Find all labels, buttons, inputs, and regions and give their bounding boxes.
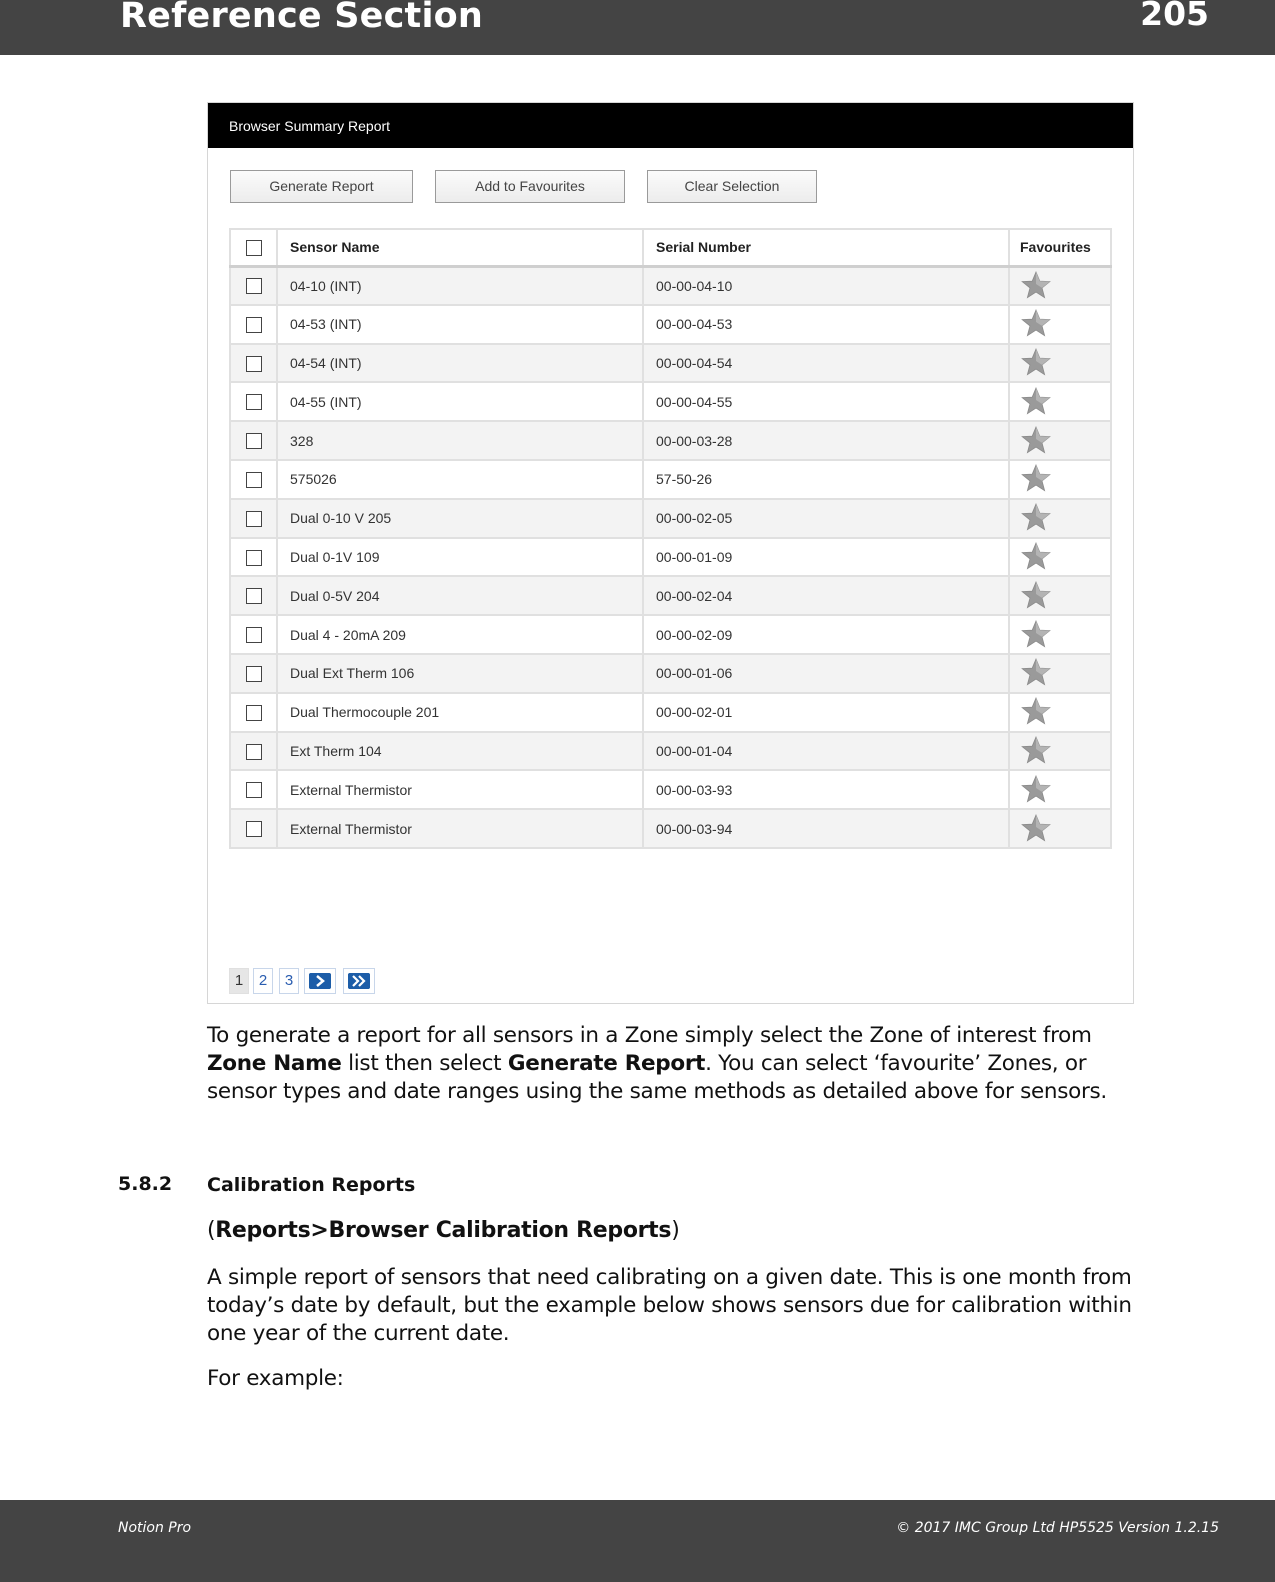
- sensor-name-cell: 04-10 (INT): [277, 266, 643, 305]
- sensor-name-cell: 04-54 (INT): [277, 344, 643, 383]
- table-row[interactable]: [230, 421, 1111, 460]
- serial-number-cell: 00-00-01-04: [643, 732, 1009, 771]
- table-row[interactable]: [230, 654, 1111, 693]
- row-checkbox[interactable]: [246, 666, 262, 682]
- generate-report-button[interactable]: Generate Report: [230, 170, 413, 203]
- paren-open: (: [207, 1218, 216, 1243]
- row-checkbox[interactable]: [246, 550, 262, 566]
- row-checkbox[interactable]: [246, 588, 262, 604]
- row-select-cell: [230, 382, 277, 421]
- sensor-name-cell: 575026: [277, 460, 643, 499]
- section-heading: Reference Section: [120, 0, 484, 36]
- favourite-cell: [1009, 615, 1111, 654]
- table-row[interactable]: [230, 266, 1111, 305]
- serial-number-cell: 00-00-02-04: [643, 576, 1009, 615]
- row-select-cell: [230, 460, 277, 499]
- page-3-link[interactable]: 3: [279, 968, 299, 994]
- serial-number-cell: 00-00-02-01: [643, 693, 1009, 732]
- star-icon[interactable]: [1020, 774, 1052, 804]
- star-icon[interactable]: [1020, 308, 1052, 338]
- row-select-cell: [230, 344, 277, 383]
- sensor-name-cell: 328: [277, 421, 643, 460]
- row-select-cell: [230, 538, 277, 577]
- footer-product: Notion Pro: [118, 1520, 192, 1536]
- last-page-icon: [348, 973, 370, 989]
- serial-number-cell: 00-00-04-53: [643, 305, 1009, 344]
- favourite-cell: [1009, 499, 1111, 538]
- zone-report-paragraph: [207, 1022, 1137, 1106]
- table-row[interactable]: [230, 382, 1111, 421]
- calibration-paragraph: A simple report of sensors that need calibrating on a given date. This is one month from today’s date by default, but the example below shows sensors due for calibration within one year of the current date.: [207, 1265, 1132, 1346]
- para-text: . You can select ‘favourite’ Zones, or sensor types and date ranges using the same methods as detailed above for sensors.: [207, 1051, 1107, 1104]
- section-title: Calibration Reports: [207, 1174, 416, 1196]
- favourite-cell: [1009, 344, 1111, 383]
- star-icon[interactable]: [1020, 580, 1052, 610]
- row-checkbox[interactable]: [246, 472, 262, 488]
- report-title: Browser Summary Report: [229, 118, 391, 134]
- table-row[interactable]: [230, 499, 1111, 538]
- row-checkbox[interactable]: [246, 278, 262, 294]
- para-bold: Generate Report: [507, 1051, 706, 1076]
- serial-number-cell: 00-00-04-55: [643, 382, 1009, 421]
- row-select-cell: [230, 305, 277, 344]
- star-icon[interactable]: [1020, 619, 1052, 649]
- star-icon[interactable]: [1020, 735, 1052, 765]
- column-serial-number[interactable]: Serial Number: [643, 229, 1009, 266]
- serial-number-cell: 00-00-03-94: [643, 809, 1009, 848]
- select-all-cell: [230, 229, 277, 266]
- serial-number-cell: 00-00-03-93: [643, 770, 1009, 809]
- serial-number-cell: 00-00-04-54: [643, 344, 1009, 383]
- row-checkbox[interactable]: [246, 433, 262, 449]
- page-2-link[interactable]: 2: [253, 968, 273, 994]
- sensor-name-cell: Dual 0-1V 109: [277, 538, 643, 577]
- clear-selection-button[interactable]: Clear Selection: [647, 170, 817, 203]
- page-header: [0, 0, 1275, 55]
- favourite-cell: [1009, 421, 1111, 460]
- sensor-name-cell: Dual Thermocouple 201: [277, 693, 643, 732]
- page-footer: [0, 1500, 1275, 1582]
- star-icon[interactable]: [1020, 657, 1052, 687]
- report-screenshot: [207, 102, 1134, 1004]
- favourite-cell: [1009, 693, 1111, 732]
- sensor-name-cell: Ext Therm 104: [277, 732, 643, 771]
- select-all-checkbox[interactable]: [246, 240, 262, 256]
- sensor-name-cell: 04-55 (INT): [277, 382, 643, 421]
- row-select-cell: [230, 693, 277, 732]
- row-checkbox[interactable]: [246, 356, 262, 372]
- favourite-cell: [1009, 538, 1111, 577]
- column-sensor-name[interactable]: Sensor Name: [277, 229, 643, 266]
- favourite-cell: [1009, 809, 1111, 848]
- menu-path: [207, 1217, 1137, 1245]
- next-page-icon: [309, 973, 331, 989]
- menu-path-text: Reports>Browser Calibration Reports: [215, 1218, 672, 1243]
- favourite-cell: [1009, 382, 1111, 421]
- row-checkbox[interactable]: [246, 627, 262, 643]
- column-favourites[interactable]: Favourites: [1009, 229, 1111, 266]
- table-row[interactable]: [230, 693, 1111, 732]
- next-page-button[interactable]: [304, 968, 336, 994]
- para-text: list then select: [341, 1051, 508, 1076]
- sensor-name-cell: Dual 0-10 V 205: [277, 499, 643, 538]
- star-icon[interactable]: [1020, 425, 1052, 455]
- sensor-name-cell: External Thermistor: [277, 809, 643, 848]
- serial-number-cell: 00-00-03-28: [643, 421, 1009, 460]
- last-page-button[interactable]: [343, 968, 375, 994]
- table-row[interactable]: [230, 460, 1111, 499]
- table-row[interactable]: [230, 615, 1111, 654]
- favourite-cell: [1009, 576, 1111, 615]
- table-row[interactable]: [230, 809, 1111, 848]
- row-select-cell: [230, 809, 277, 848]
- paren-close: ): [671, 1218, 680, 1243]
- serial-number-cell: 00-00-01-09: [643, 538, 1009, 577]
- footer-copyright: © 2017 IMC Group Ltd HP5525 Version 1.2.15: [896, 1520, 1219, 1536]
- row-checkbox[interactable]: [246, 317, 262, 333]
- sensor-table: [229, 228, 1112, 849]
- row-select-cell: [230, 266, 277, 305]
- table-row[interactable]: [230, 732, 1111, 771]
- row-checkbox[interactable]: [246, 782, 262, 798]
- row-select-cell: [230, 615, 277, 654]
- row-select-cell: [230, 732, 277, 771]
- star-icon[interactable]: [1020, 696, 1052, 726]
- table-row[interactable]: [230, 576, 1111, 615]
- table-header-row: [230, 229, 1111, 266]
- row-select-cell: [230, 421, 277, 460]
- star-icon[interactable]: [1020, 463, 1052, 493]
- favourite-cell: [1009, 460, 1111, 499]
- table-row[interactable]: [230, 344, 1111, 383]
- favourite-cell: [1009, 305, 1111, 344]
- star-icon[interactable]: [1020, 347, 1052, 377]
- serial-number-cell: 00-00-01-06: [643, 654, 1009, 693]
- row-select-cell: [230, 499, 277, 538]
- para-bold: Zone Name: [207, 1051, 342, 1076]
- para-text: To generate a report for all sensors in a Zone simply select the Zone of interest from: [207, 1023, 1092, 1048]
- serial-number-cell: 00-00-02-09: [643, 615, 1009, 654]
- sensor-name-cell: Dual Ext Therm 106: [277, 654, 643, 693]
- sensor-name-cell: 04-53 (INT): [277, 305, 643, 344]
- row-checkbox[interactable]: [246, 394, 262, 410]
- serial-number-cell: 00-00-02-05: [643, 499, 1009, 538]
- sensor-name-cell: Dual 4 - 20mA 209: [277, 615, 643, 654]
- sensor-name-cell: Dual 0-5V 204: [277, 576, 643, 615]
- table-row[interactable]: [230, 770, 1111, 809]
- star-icon[interactable]: [1020, 813, 1052, 843]
- example-label: For example:: [207, 1366, 344, 1391]
- row-checkbox[interactable]: [246, 511, 262, 527]
- star-icon[interactable]: [1020, 386, 1052, 416]
- serial-number-cell: 00-00-04-10: [643, 266, 1009, 305]
- row-select-cell: [230, 770, 277, 809]
- row-checkbox[interactable]: [246, 705, 262, 721]
- row-select-cell: [230, 576, 277, 615]
- star-icon[interactable]: [1020, 502, 1052, 532]
- add-to-favourites-button[interactable]: Add to Favourites: [435, 170, 625, 203]
- table-row[interactable]: [230, 305, 1111, 344]
- table-row[interactable]: [230, 538, 1111, 577]
- star-icon[interactable]: [1020, 541, 1052, 571]
- sensor-rows: [230, 266, 1111, 848]
- favourite-cell: [1009, 770, 1111, 809]
- section-number: 5.8.2: [118, 1173, 173, 1195]
- row-checkbox[interactable]: [246, 821, 262, 837]
- row-checkbox[interactable]: [246, 744, 262, 760]
- star-icon[interactable]: [1020, 270, 1052, 300]
- page-1-link[interactable]: 1: [229, 968, 249, 994]
- favourite-cell: [1009, 266, 1111, 305]
- row-select-cell: [230, 654, 277, 693]
- report-title-bar: [208, 103, 1133, 148]
- favourite-cell: [1009, 732, 1111, 771]
- page-number: 205: [1140, 0, 1209, 33]
- serial-number-cell: 57-50-26: [643, 460, 1009, 499]
- sensor-name-cell: External Thermistor: [277, 770, 643, 809]
- favourite-cell: [1009, 654, 1111, 693]
